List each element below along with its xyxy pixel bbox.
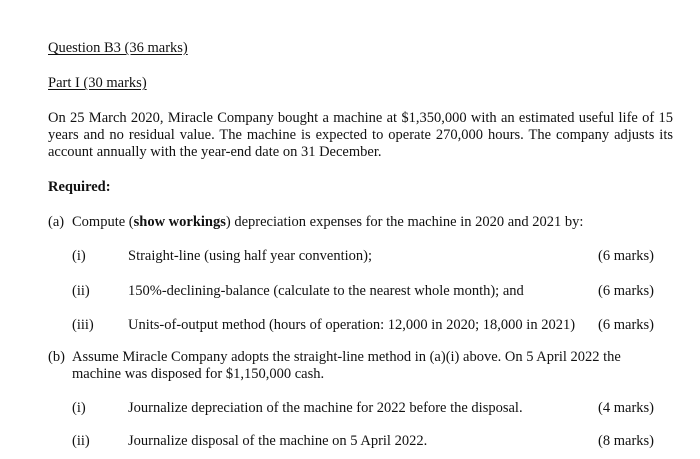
part-a-text-bold: show workings [133, 214, 226, 230]
part-a-item-marks: (6 marks) [598, 248, 654, 264]
part-a-instruction [72, 214, 583, 231]
part-b-item-text: Journalize depreciation of the machine for 2022 before the disposal. [128, 400, 523, 416]
required-label: Required: [48, 179, 111, 195]
part-b-label: (b) [48, 349, 65, 365]
question-title: Question B3 (36 marks) [48, 40, 188, 56]
part-a-item-num: (i) [72, 248, 86, 264]
intro-paragraph: On 25 March 2020, Miracle Company bought a machine at $1,350,000 with an estimated useful life of 15 years and no residual value. The machine is expected to operate 270,000 hours. The company adjusts its account annually with the year-end date on 31 December. [48, 110, 673, 160]
part-a-text-before: Compute ( [72, 214, 134, 230]
part-b-item-marks: (8 marks) [598, 433, 654, 449]
part-a-item-text: Units-of-output method (hours of operation: 12,000 in 2020; 18,000 in 2021) [128, 317, 576, 333]
part-b-item-num: (i) [72, 400, 86, 416]
part-b-item-marks: (4 marks) [598, 400, 654, 416]
part-b-item-num: (ii) [72, 433, 90, 449]
part-a-text-after: ) depreciation expenses for the machine in 2020 and 2021 by: [225, 214, 584, 230]
part-a-item-text: 150%-declining-balance (calculate to the nearest whole month); and [128, 283, 524, 299]
part-a-item-num: (ii) [72, 283, 90, 299]
part-a-item-marks: (6 marks) [598, 283, 654, 299]
part-title: Part I (30 marks) [48, 75, 147, 91]
part-a-item-num: (iii) [72, 317, 94, 333]
part-a-label: (a) [48, 214, 65, 230]
part-b-text: Assume Miracle Company adopts the straight-line method in (a)(i) above. On 5 April 2022 the machine was disposed for $1,150,000 cash. [72, 349, 621, 382]
part-a-item-text: Straight-line (using half year convention); [128, 248, 373, 264]
part-a-item-marks: (6 marks) [598, 317, 654, 333]
part-b-item-text: Journalize disposal of the machine on 5 April 2022. [128, 433, 428, 449]
